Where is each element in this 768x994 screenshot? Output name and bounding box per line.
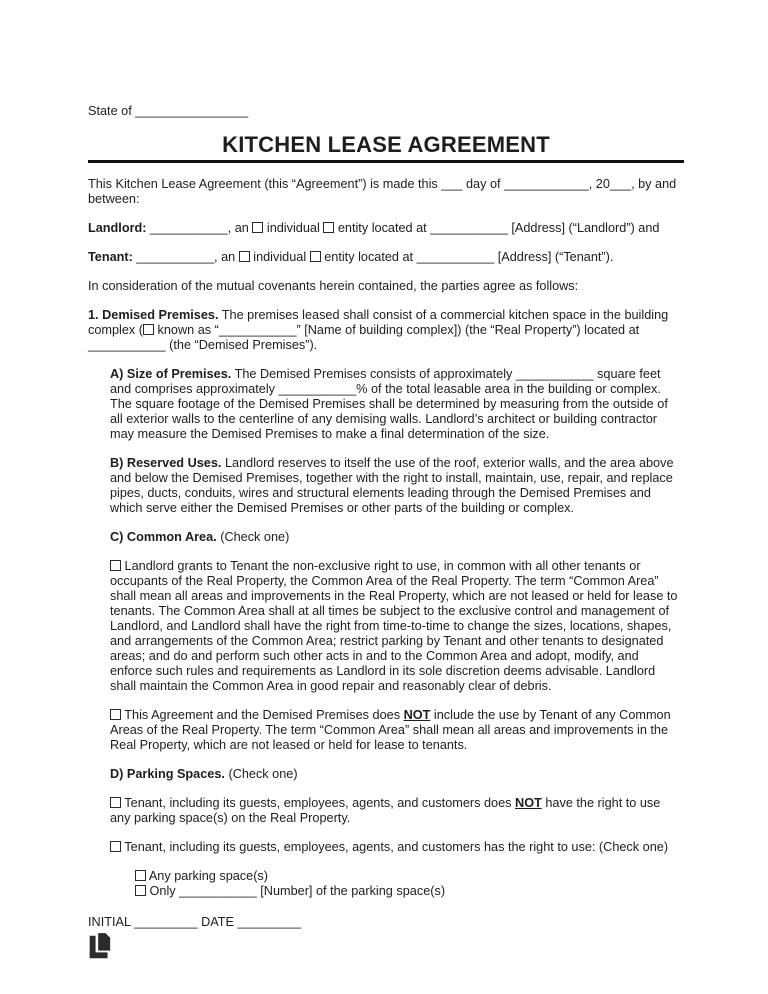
parking-option-1 — [110, 796, 684, 826]
section-c-common-area-heading — [110, 530, 684, 545]
legal-templates-logo-icon — [88, 933, 684, 960]
state-of-label: State of — [88, 104, 132, 118]
section-c-heading: C) Common Area. — [110, 530, 217, 544]
tenant-label: Tenant: — [88, 250, 133, 264]
parking-any-option — [135, 869, 684, 884]
landlord-rest-text: entity located at ___________ [Address] (“Landlord”) and — [337, 221, 660, 235]
landlord-entity-checkbox[interactable] — [323, 222, 334, 233]
section-c-check-one: (Check one) — [220, 530, 290, 544]
date-blank: _________ — [234, 915, 302, 929]
section-b-heading: B) Reserved Uses. — [110, 456, 222, 470]
tenant-paragraph — [88, 250, 684, 265]
tenant-entity-checkbox[interactable] — [310, 251, 321, 262]
common-area-option-2-before: This Agreement and the Demised Premises does — [124, 708, 401, 722]
parking-any-label: Any parking space(s) — [148, 869, 269, 883]
section-d-parking-spaces-heading — [110, 767, 684, 782]
parking-only-option — [135, 884, 684, 899]
parking-option-2-checkbox[interactable] — [110, 841, 121, 852]
parking-option-1-before: Tenant, including its guests, employees, agents, and customers does — [124, 796, 512, 810]
tenant-individual-checkbox[interactable] — [239, 251, 250, 262]
parking-only-checkbox[interactable] — [135, 885, 146, 896]
section-1-heading: 1. Demised Premises. — [88, 308, 219, 322]
common-area-option-1 — [110, 559, 684, 694]
section-d-heading: D) Parking Spaces. — [110, 767, 225, 781]
common-area-option-2-after: include the use by Tenant of any Common Areas of the Real Property. The term “Common Area” shall mean all areas and improvements in the Real Property, which are not leased or held for lease to tenants. — [110, 708, 671, 752]
date-label: DATE — [201, 915, 235, 929]
common-area-option-1-checkbox[interactable] — [110, 560, 121, 571]
landlord-individual-checkbox[interactable] — [252, 222, 263, 233]
intro-paragraph — [88, 177, 684, 207]
landlord-name-blank: ___________, an — [150, 221, 249, 235]
parking-sub-options — [135, 869, 684, 899]
section-1-text-after: known as “___________” [Name of building complex]) (the “Real Property”) located at ___________ (the “Demised Premises”). — [88, 323, 640, 352]
state-of-blank: ________________ — [131, 104, 249, 118]
section-a-body: The Demised Premises consists of approximately ___________ square feet and comprises approximately ___________% of the total leasable area in the building or complex. The square footage of the Demised Premises shall be determined by measuring from the outside of all exterior walls to the centerline of any demising walls. Landlord’s architect or building contractor may measure the Demised Premises to make a final determination of the size. — [110, 367, 668, 441]
parking-option-1-not: NOT — [515, 796, 542, 810]
common-area-option-2-checkbox[interactable] — [110, 709, 121, 720]
consideration-text: In consideration of the mutual covenants herein contained, the parties agree as follows: — [88, 279, 579, 293]
tenant-name-blank: ___________, an — [136, 250, 236, 264]
common-area-option-2-not: NOT — [403, 708, 431, 722]
state-of-line — [88, 104, 684, 119]
initial-date-line — [88, 915, 684, 930]
parking-any-checkbox[interactable] — [135, 870, 146, 881]
section-a-size-of-premises — [110, 367, 684, 442]
tenant-individual-label: individual — [253, 250, 307, 264]
initial-label: INITIAL — [88, 915, 131, 929]
title-rule — [88, 160, 684, 163]
page-title: KITCHEN LEASE AGREEMENT — [222, 132, 550, 157]
parking-option-2-text: Tenant, including its guests, employees, agents, and customers has the right to use: (Check one) — [124, 840, 669, 854]
parking-option-1-after: have the right to use any parking space(s) on the Real Property. — [110, 796, 661, 825]
landlord-paragraph — [88, 221, 684, 236]
common-area-option-2 — [110, 708, 684, 753]
landlord-individual-label: individual — [266, 221, 320, 235]
section-1-demised-premises — [88, 308, 684, 353]
initial-blank: _________ — [130, 915, 202, 929]
section-b-body: Landlord reserves to itself the use of the roof, exterior walls, and the area above and below the Demised Premises, together with the right to install, maintain, use, repair, and replace pipes, ducts, conduits, wires and structural elements leading through the Demised Premises and which serve either the Demised Premises or other parts of the building or complex. — [110, 456, 674, 515]
common-area-option-1-text: Landlord grants to Tenant the non-exclusive right to use, in common with all other tenants or occupants of the Real Property, the Common Area of the Real Property. The term “Common Area” shall mean all areas and improvements in the Real Property, which are not leased or held for lease to tenants. The Common Area shall at all times be subject to the exclusive control and management of Landlord, and Landlord shall have the right from time-to-time to change the sizes, locations, shapes, and arrangements of the Common Area; restrict parking by Tenant and other tenants to designated areas; and do and perform such other acts in and to the Common Area and adopt, modify, and enforce such rules and requirements as Landlord in its sole discretion deems advisable. Landlord shall maintain the Common Area in good repair and reasonably clear of debris. — [110, 559, 678, 693]
intro-text: This Kitchen Lease Agreement (this “Agreement”) is made this ___ day of ____________, 20___, by and between: — [88, 177, 677, 206]
section-b-reserved-uses — [110, 456, 684, 516]
parking-only-label: Only ___________ [Number] of the parking space(s) — [149, 884, 446, 898]
parking-option-2 — [110, 840, 684, 855]
parking-option-1-checkbox[interactable] — [110, 797, 121, 808]
landlord-label: Landlord: — [88, 221, 147, 235]
tenant-rest-text: entity located at ___________ [Address] (“Tenant”). — [324, 250, 614, 264]
consideration-paragraph — [88, 279, 684, 294]
section-a-heading: A) Size of Premises. — [110, 367, 232, 381]
section-1-text-before: The premises leased shall consist of a commercial kitchen space in the building complex ( — [88, 308, 669, 337]
known-as-checkbox[interactable] — [143, 324, 154, 335]
footer — [88, 915, 684, 960]
section-d-check-one: (Check one) — [228, 767, 298, 781]
